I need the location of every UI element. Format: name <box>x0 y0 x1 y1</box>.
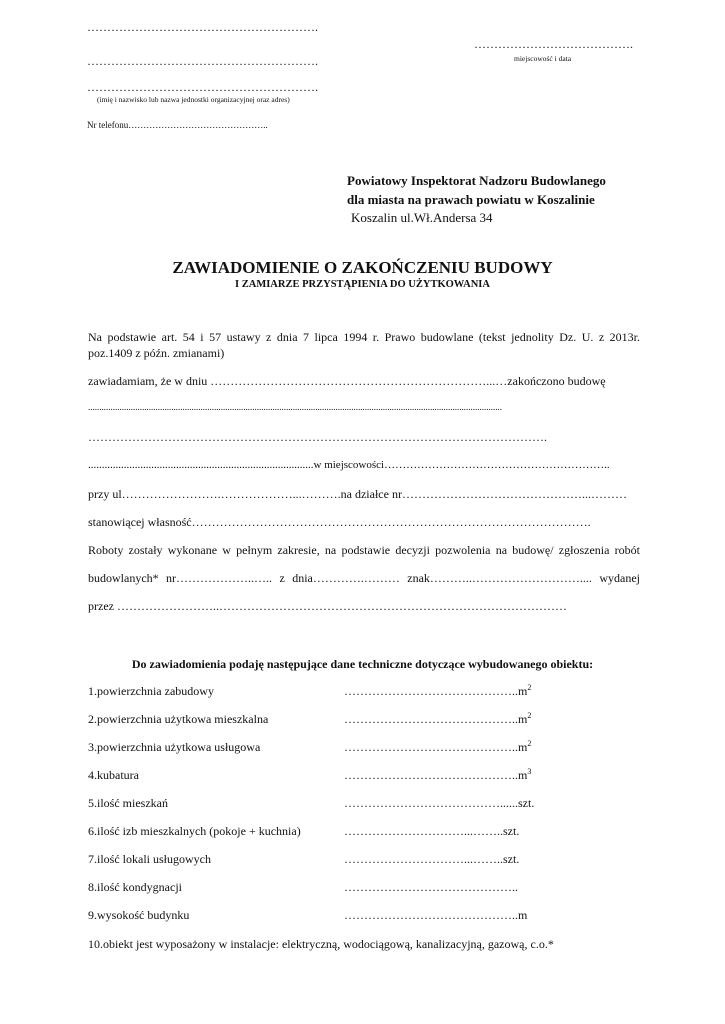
technical-item-dots: ……………………………………..m <box>344 908 528 922</box>
technical-item-field[interactable] <box>344 684 531 699</box>
technical-item-field[interactable] <box>344 796 534 811</box>
applicant-caption: (imię i nazwisko lub nazwa jednostki organizacyjnej oraz adres) <box>97 95 290 104</box>
technical-item-field[interactable] <box>344 908 527 923</box>
technical-item-label: 3.powierzchnia użytkowa usługowa <box>88 740 261 754</box>
technical-item-dots: ……………………………………..m <box>344 712 528 726</box>
document-title: ZAWIADOMIENIE O ZAKOŃCZENIU BUDOWY <box>172 258 553 277</box>
place-date-field[interactable]: …………………………………. <box>474 37 633 51</box>
unit-exponent: 2 <box>527 739 532 748</box>
recipient-line-1: Powiatowy Inspektorat Nadzoru Budowlanego <box>347 173 606 188</box>
legal-basis-line-1: Na podstawie art. 54 i 57 ustawy z dnia 7 lipca 1994 r. Prawo budowlane (tekst jednolity Dz. U. z 2013r. <box>88 330 640 344</box>
technical-item-dots: ……………………………………..m <box>344 684 528 698</box>
technical-item-label: 8.ilość kondygnacji <box>88 880 182 894</box>
completion-date-field[interactable]: zawiadamiam, że w dniu ……………………………………………………………...…zakończono budowę <box>88 374 606 388</box>
installations-statement: 10.obiekt jest wyposażony w instalacje: elektryczną, wodociągową, kanalizacyjną, gazową, c.o.* <box>88 937 554 951</box>
technical-item-label: 6.ilość izb mieszkalnych (pokoje + kuchnia) <box>88 824 301 838</box>
technical-item-label: 9.wysokość budynku <box>88 908 190 922</box>
technical-item-dots: ……………………………………..m <box>344 740 528 754</box>
phone-field[interactable]: Nr telefonu……………………………………….. <box>87 120 268 130</box>
ownership-field[interactable]: stanowiącej własność………………………………………………………………………………………. <box>88 515 591 529</box>
applicant-line-2[interactable]: …………………………………………………. <box>87 54 318 68</box>
legal-basis-line-2: poz.1409 z późn. zmianami) <box>88 346 225 360</box>
technical-item-dots: ……………………………………..m <box>344 768 528 782</box>
technical-item-dots: …………………………...……..szt. <box>344 824 520 838</box>
recipient-line-2: dla miasta na prawach powiatu w Koszalinie <box>347 192 595 207</box>
place-date-caption: miejscowość i data <box>514 54 572 63</box>
applicant-line-1[interactable]: …………………………………………………. <box>87 20 318 34</box>
unit-exponent: 2 <box>527 711 532 720</box>
technical-item-label: 1.powierzchnia zabudowy <box>88 684 214 698</box>
technical-item-field[interactable] <box>344 712 531 727</box>
technical-data-heading: Do zawiadomienia podaję następujące dane techniczne dotyczące wybudowanego obiektu: <box>131 657 594 671</box>
technical-item-label: 4.kubatura <box>88 768 139 782</box>
document-subtitle: I ZAMIARZE PRZYSTĄPIENIA DO UŻYTKOWANIA <box>235 279 490 290</box>
locality-field[interactable]: ..................................................................................w miejscowości…………………………………………………….. <box>88 459 610 471</box>
building-description-line-2[interactable]: ……………………………………………………………………………………………………. <box>88 430 547 444</box>
street-plot-field[interactable]: przy ul…………………….………………...……….na działce nr………………………………………...……… <box>88 487 627 501</box>
technical-item-dots: …………………………………......szt. <box>344 796 535 810</box>
technical-item-dots: …………………………...……..szt. <box>344 852 520 866</box>
permit-details-field[interactable]: budowlanych* nr………………..….. z dnia………….……… znak………..……………………….... wydanej <box>88 571 640 585</box>
issued-by-field[interactable]: przez ……………………..…………………………………………………………………………… <box>88 599 567 613</box>
works-statement: Roboty zostały wykonane w pełnym zakresie, na podstawie decyzji pozwolenia na budowę/ zgłoszenia robót <box>88 543 640 557</box>
technical-item-label: 7.ilość lokali usługowych <box>88 852 211 866</box>
technical-item-field[interactable] <box>344 740 531 755</box>
unit-exponent: 2 <box>527 683 532 692</box>
technical-item-label: 5.ilość mieszkań <box>88 796 168 810</box>
unit-exponent: 3 <box>527 767 532 776</box>
technical-item-field[interactable] <box>344 880 518 895</box>
technical-item-label: 2.powierzchnia użytkowa mieszkalna <box>88 712 269 726</box>
technical-item-field[interactable] <box>344 852 519 867</box>
applicant-line-3[interactable]: …………………………………………………. <box>87 80 318 94</box>
technical-item-dots: …………………………………….. <box>344 880 518 894</box>
technical-item-field[interactable] <box>344 824 519 839</box>
recipient-address: Koszalin ul.Wł.Andersa 34 <box>351 210 493 225</box>
technical-item-field[interactable] <box>344 768 531 783</box>
building-description-line-1[interactable]: ........................................................................................................................................................................................ <box>88 402 502 412</box>
